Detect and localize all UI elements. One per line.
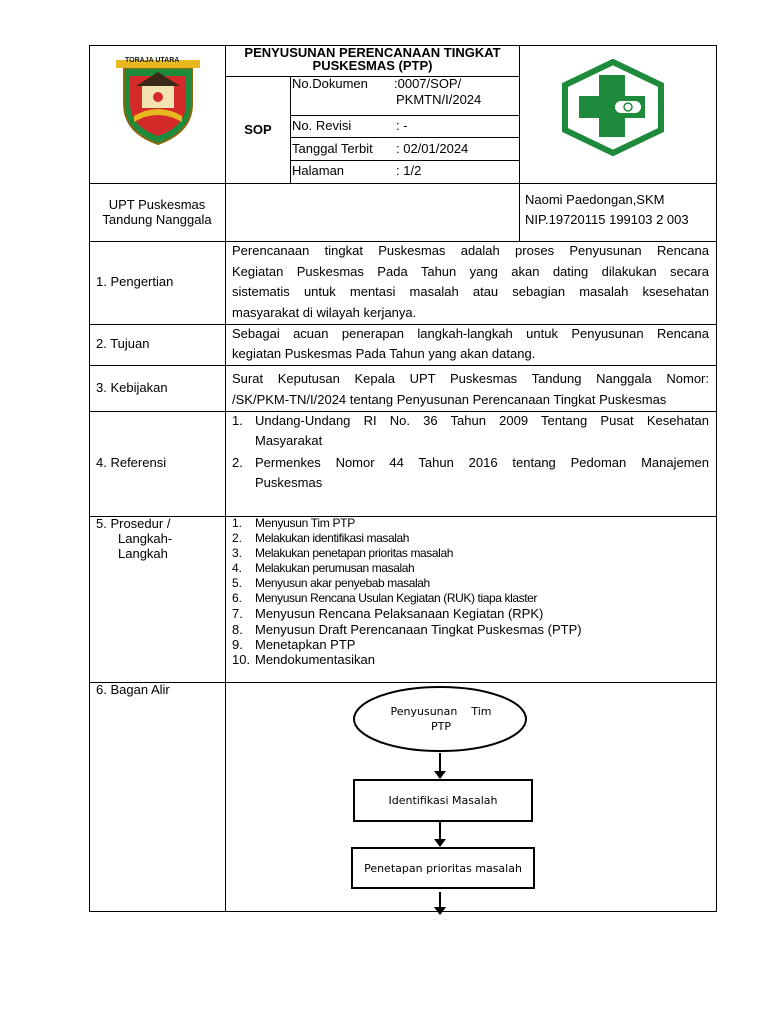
column-divider-logo-right (519, 45, 520, 242)
date-value: : 02/01/2024 (396, 141, 469, 156)
step-text: Menetapkan PTP (255, 637, 356, 652)
title-divider (225, 76, 520, 77)
page-title-line1: PENYUSUNAN PERENCANAAN TINGKAT (244, 45, 501, 60)
step-text: Menyusun Draft Perencanaan Tingkat Puskesmas (PTP) (255, 622, 582, 637)
doc-no-value-line2: PKMTN/I/2024 (396, 92, 482, 107)
step-text: Melakukan penetapan prioritas masalah (255, 546, 453, 560)
doc-no-label: No.Dokumen (292, 76, 368, 91)
step-num: 7. (232, 606, 243, 621)
section-label-referensi: 4. Referensi (96, 455, 167, 470)
page-value: : 1/2 (396, 163, 422, 178)
revision-label: No. Revisi (292, 118, 352, 133)
step-text: Menyusun Rencana Pelaksanaan Kegiatan (RPK) (255, 606, 544, 621)
section-label-prosedur-line3: Langkah (118, 546, 168, 561)
referensi-num: 2. (232, 455, 243, 470)
column-divider-sop (290, 76, 291, 184)
column-divider-label (225, 45, 226, 912)
section-label-pengertian: 1. Pengertian (96, 274, 174, 289)
org-name-line1: UPT Puskesmas (108, 197, 206, 212)
step-num: 2. (232, 531, 243, 545)
step-text: Mendokumentasikan (255, 652, 375, 667)
section-label-prosedur: 5. Prosedur / (96, 516, 171, 531)
table-border-right (716, 45, 717, 912)
tujuan-line: kegiatan Puskesmas Pada Tahun yang akan datang. (232, 346, 536, 361)
step-num: 5. (232, 576, 243, 590)
pengertian-line: Perencanaan tingkat Puskesmas adalah proses Penyusunan Rencana (232, 243, 709, 258)
tujuan-line: Sebagai acuan penerapan langkah-langkah untuk Penyusunan Rencana (232, 326, 709, 341)
step-text: Melakukan perumusan masalah (255, 561, 415, 575)
step-text: Menyusun Tim PTP (255, 516, 355, 530)
puskesmas-logo-icon (561, 59, 665, 156)
crest-banner-text: TORAJA UTARA (125, 57, 180, 64)
flow-arrowhead-3 (434, 907, 446, 915)
referensi-item-line2: Puskesmas (255, 475, 323, 490)
pengertian-line: Kegiatan Puskesmas Pada Tahun yang akan dating dilakukan secara (232, 264, 709, 279)
doc-no-divider (290, 115, 519, 116)
pengertian-line: masyarakat di wilayah kerjanya. (232, 305, 417, 320)
row-divider-kebijakan (89, 365, 717, 366)
step-num: 4. (232, 561, 243, 575)
step-num: 6. (232, 591, 243, 605)
row-divider-prosedur (89, 516, 717, 517)
kebijakan-line: Surat Keputusan Kepala UPT Puskesmas Tandung Nanggala Nomor: (232, 371, 709, 386)
step-num: 9. (232, 637, 243, 652)
step-num: 1. (232, 516, 243, 530)
referensi-num: 1. (232, 413, 243, 428)
flow-box1-label: Identifikasi Masalah (388, 794, 498, 807)
referensi-item-line1: Undang-Undang RI No. 36 Tahun 2009 Tentang Pusat Kesehatan (255, 413, 709, 428)
org-name-line2: Tandung Nanggala (102, 212, 212, 227)
doc-no-value-line1: :0007/SOP/ (394, 76, 462, 91)
step-num: 3. (232, 546, 243, 560)
date-divider (290, 160, 519, 161)
referensi-item-line1: Permenkes Nomor 44 Tahun 2016 tentang Pedoman Manajemen (255, 455, 709, 470)
step-text: Menyusun akar penyebab masalah (255, 576, 430, 590)
flow-arrowhead-1 (434, 771, 446, 779)
pengertian-line: sistematis untuk mentasi masalah atau sebagian masalah ksesehatan (232, 284, 709, 299)
kebijakan-line: /SK/PKM-TN/I/2024 tentang Penyusunan Perencanaan Tingkat Puskesmas (232, 392, 667, 407)
section-label-tujuan: 2. Tujuan (96, 336, 150, 351)
header-divider-bottom (89, 183, 717, 184)
flow-box2-label: Penetapan prioritas masalah (364, 862, 522, 875)
date-label: Tanggal Terbit (292, 141, 373, 156)
step-text: Melakukan identifikasi masalah (255, 531, 410, 545)
page-label: Halaman (292, 163, 345, 178)
section-label-prosedur-line2: Langkah- (118, 531, 173, 546)
revision-divider (290, 137, 519, 138)
section-label-kebijakan: 3. Kebijakan (96, 380, 168, 395)
table-border-left (89, 45, 90, 912)
page-title-line2: PUSKESMAS (PTP) (312, 58, 433, 73)
sop-label: SOP (244, 122, 272, 137)
step-text: Menyusun Rencana Usulan Kegiatan (RUK) tiapa klaster (255, 591, 538, 605)
referensi-item-line2: Masyarakat (255, 433, 323, 448)
step-num: 8. (232, 622, 243, 637)
revision-value: : - (396, 118, 408, 133)
step-num: 10. (232, 652, 251, 667)
flow-start-line2: PTP (431, 720, 451, 733)
section-label-bagan-alir: 6. Bagan Alir (96, 682, 170, 697)
flow-start-line1: Penyusunan Tim (390, 705, 492, 718)
flow-arrowhead-2 (434, 839, 446, 847)
signer-name: Naomi Paedongan,SKM (525, 192, 665, 207)
row-divider-bagan (89, 682, 717, 683)
toraja-utara-crest-icon (112, 56, 204, 148)
signer-nip: NIP.19720115 199103 2 003 (525, 212, 689, 227)
